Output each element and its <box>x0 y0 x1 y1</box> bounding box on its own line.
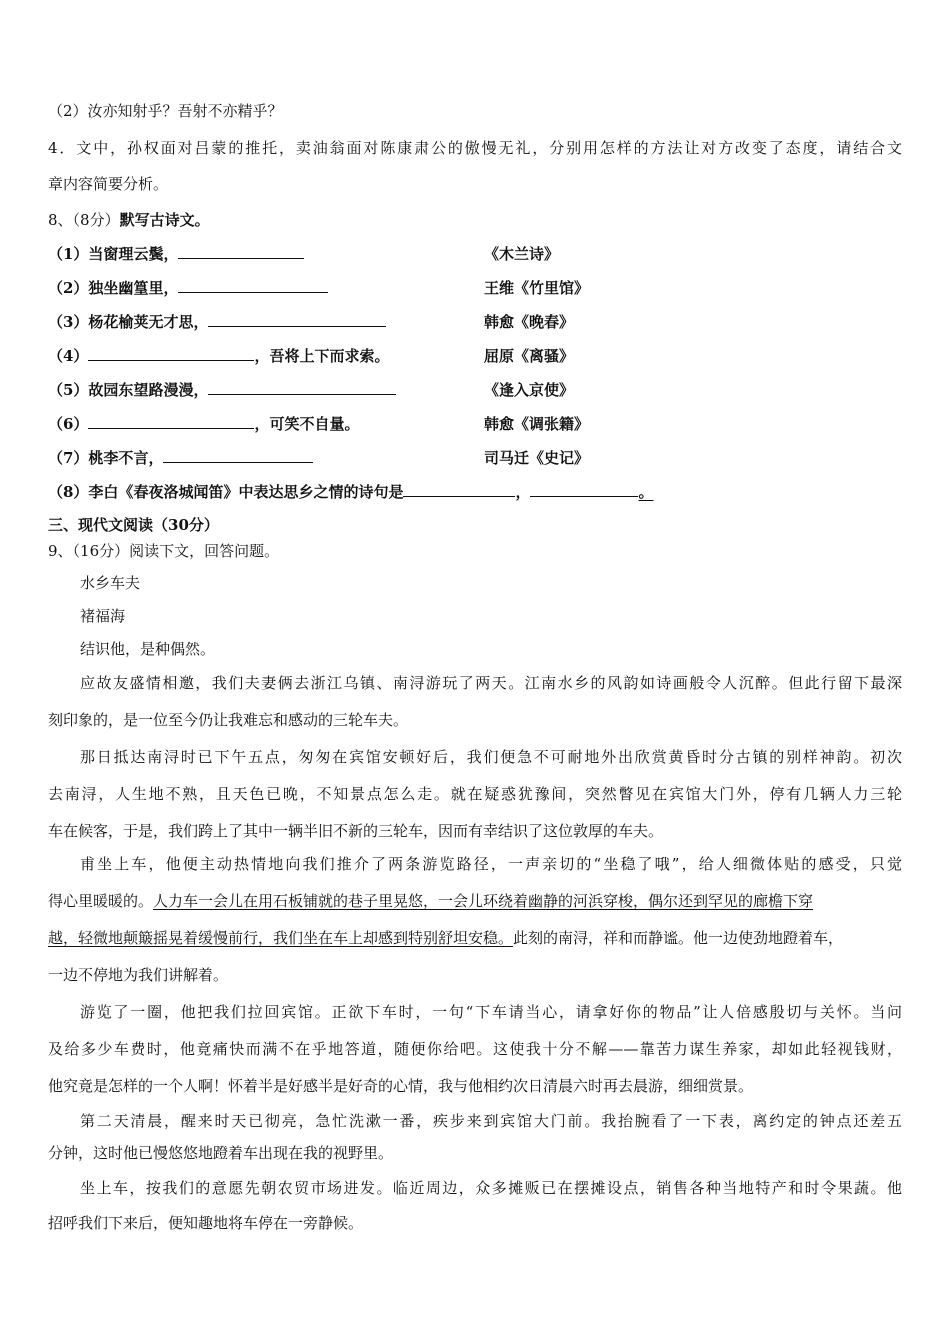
essay-title: 水乡车夫 <box>80 574 141 592</box>
q8-item-2-source: 王维《竹里馆》 <box>484 279 590 297</box>
essay-author: 褚福海 <box>80 607 126 625</box>
q8-header-prefix: 8、（8分） <box>48 211 120 229</box>
q8-item-4-label: （4） <box>48 347 89 365</box>
q8-item-1-text: （1）当窗理云鬓， <box>48 245 179 263</box>
q8-item-7-source: 司马迁《史记》 <box>484 449 590 467</box>
essay-p4-text: 得心里暖暖的。 <box>48 892 154 910</box>
q8-item-6-label: （6） <box>48 415 89 433</box>
q8-item-4-text: ，吾将上下而求索。 <box>254 347 390 365</box>
essay-p4-line: 一边不停地为我们讲解着。 <box>48 966 229 984</box>
q8-item-4-source: 屈原《离骚》 <box>484 347 575 365</box>
q8-header <box>48 209 210 230</box>
essay-p2-line: 应故友盛情相邀，我们夫妻俩去浙江乌镇、南浔游玩了两天。江南水乡的风韵如诗画般令人沉醉。但此行留下最深 <box>80 674 902 692</box>
essay-p4-text: 此刻的南浔，祥和而静谧。他一边使劲地蹬着车， <box>513 929 844 947</box>
q8-item-6-source: 韩愈《调张籍》 <box>484 415 590 433</box>
q8-header-title: 默写古诗文。 <box>119 211 210 229</box>
essay-p5-line: 及给多少车费时，他竟痛快而满不在乎地答道，随便你给吧。这使我十分不解——靠苦力谋生养家，却如此轻视钱财， <box>48 1040 902 1058</box>
q8-item-4 <box>48 345 389 366</box>
essay-p5-line: 他究竟是怎样的一个人啊！怀着半是好感半是好奇的心情，我与他相约次日清晨六时再去晨游，细细赏景。 <box>48 1077 754 1095</box>
answer-blank[interactable] <box>403 482 515 497</box>
answer-blank[interactable] <box>178 244 304 259</box>
essay-p6-line: 分钟，这时他已慢悠悠地蹬着车出现在我的视野里。 <box>48 1144 394 1162</box>
q8-item-3-text: （3）杨花榆荚无才思， <box>48 313 209 331</box>
essay-p6-line: 第二天清晨，醒来时天已彻亮，急忙洗漱一番，疾步来到宾馆大门前。我抬腕看了一下表，离约定的钟点还差五 <box>80 1112 902 1130</box>
q8-item-7-text: （7）桃李不言， <box>48 449 164 467</box>
q8-item-8-text: （8）李白《春夜洛城闻笛》中表达思乡之情的诗句是 <box>48 483 404 501</box>
answer-blank[interactable] <box>178 278 328 293</box>
answer-blank[interactable] <box>530 482 638 497</box>
essay-p4-line <box>48 927 843 948</box>
q2-line: （2）汝亦知射乎？吾射不亦精乎？ <box>48 102 283 120</box>
answer-blank[interactable] <box>208 380 396 395</box>
essay-p7-line: 坐上车，按我们的意愿先朝农贸市场进发。临近周边，众多摊贩已在摆摊设点，销售各种当地特产和时令果蔬。他 <box>80 1179 902 1197</box>
q9-instruction: 9、（16分）阅读下文，回答问题。 <box>48 542 280 560</box>
underlined-sentence: 越，轻微地颠簸摇晃着缓慢前行，我们坐在车上却感到特别舒坦安稳。 <box>48 929 514 947</box>
essay-p2-line: 刻印象的，是一位至今仍让我难忘和感动的三轮车夫。 <box>48 711 409 729</box>
answer-blank[interactable] <box>88 346 254 361</box>
essay-p3-line: 去南浔，人生地不熟，且天色已晚，不知景点怎么走。就在疑惑犹豫间，突然瞥见在宾馆大门外，停有几辆人力三轮 <box>48 785 902 803</box>
answer-blank[interactable] <box>88 414 254 429</box>
q8-item-8-end: 。 <box>638 483 654 501</box>
essay-p7-line: 招呼我们下来后，便知趣地将车停在一旁静候。 <box>48 1214 364 1232</box>
q8-item-2-text: （2）独坐幽篁里， <box>48 279 179 297</box>
essay-p5-line: 游览了一圈，他把我们拉回宾馆。正欲下车时，一句“下车请当心，请拿好你的物品”让人倍感殷切与关怀。当问 <box>80 1003 902 1021</box>
q8-item-3-source: 韩愈《晚春》 <box>484 313 575 331</box>
q8-item-3 <box>48 311 386 332</box>
q8-item-1-source: 《木兰诗》 <box>484 245 560 263</box>
q8-item-7 <box>48 447 313 468</box>
answer-blank[interactable] <box>208 312 386 327</box>
q8-item-6 <box>48 413 359 434</box>
q8-item-5 <box>48 379 396 400</box>
essay-p3-line: 车在候客，于是，我们跨上了其中一辆半旧不新的三轮车，因而有幸结识了这位敦厚的车夫。 <box>48 822 664 840</box>
underlined-sentence: 人力车一会儿在用石板铺就的巷子里晃悠，一会儿环绕着幽静的河浜穿梭，偶尔还到罕见的廊檐下穿 <box>153 892 814 910</box>
q4-line-2: 章内容简要分析。 <box>48 175 169 193</box>
essay-p3-line: 那日抵达南浔时已下午五点，匆匆在宾馆安顿好后，我们便急不可耐地外出欣赏黄昏时分古镇的别样神韵。初次 <box>80 748 902 766</box>
q8-item-1 <box>48 243 304 264</box>
q8-item-8-comma: ， <box>515 483 531 501</box>
q8-item-8 <box>48 481 653 502</box>
q8-item-6-text: ，可笑不自量。 <box>254 415 360 433</box>
answer-blank[interactable] <box>163 448 313 463</box>
q8-item-5-source: 《逢入京使》 <box>484 381 575 399</box>
q4-line-1: 4．文中，孙权面对吕蒙的推托，卖油翁面对陈康肃公的傲慢无礼，分别用怎样的方法让对方改变了态度，请结合文 <box>48 139 902 157</box>
section-3-title: 三、现代文阅读（30分） <box>48 516 219 534</box>
essay-paragraph-1: 结识他，是种偶然。 <box>80 640 216 658</box>
q8-item-2 <box>48 277 328 298</box>
essay-p4-line <box>48 890 813 911</box>
q8-item-5-text: （5）故园东望路漫漫， <box>48 381 209 399</box>
essay-p4-line: 甫坐上车，他便主动热情地向我们推介了两条游览路径，一声亲切的“坐稳了哦”，给人细微体贴的感受，只觉 <box>80 855 902 873</box>
